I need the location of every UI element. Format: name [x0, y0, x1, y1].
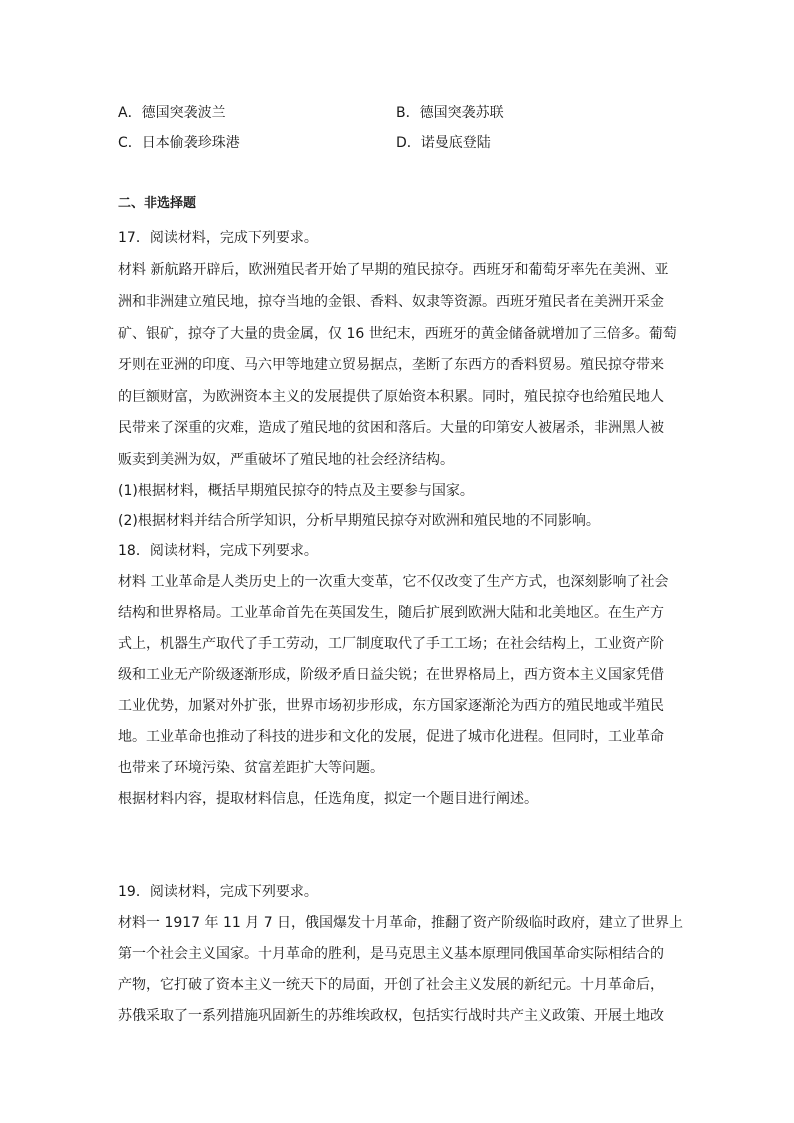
- q18-material-line: 级和工业无产阶级逐渐形成，阶级矛盾日益尖锐；在世界格局上，西方资本主义国家凭借: [118, 667, 664, 683]
- q17-stem: 17．阅读材料，完成下列要求。: [118, 230, 318, 246]
- option-c: C．日本偷袭珍珠港: [118, 135, 240, 151]
- q17-material-line: 材料 新航路开辟后，欧洲殖民者开始了早期的殖民掠夺。西班牙和葡萄牙率先在美洲、亚: [118, 262, 669, 278]
- q17-material-line: 的巨额财富，为欧洲资本主义的发展提供了原始资本积累。同时，殖民掠夺也给殖民地人: [118, 389, 664, 405]
- q17-subquestion-1: (1)根据材料，概括早期殖民掠夺的特点及主要参与国家。: [118, 483, 474, 499]
- q18-material-line: 工业优势，加紧对外扩张，世界市场初步形成，东方国家逐渐沦为西方的殖民地或半殖民: [118, 698, 664, 714]
- q19-material-line: 产物，它打破了资本主义一统天下的局面，开创了社会主义发展的新纪元。十月革命后，: [118, 977, 664, 993]
- q17-material-line: 贩卖到美洲为奴，严重破坏了殖民地的社会经济结构。: [118, 452, 454, 468]
- option-d: D．诺曼底登陆: [396, 135, 491, 151]
- q17-material-line: 洲和非洲建立殖民地，掠夺当地的金银、香料、奴隶等资源。西班牙殖民者在美洲开采金: [118, 294, 664, 310]
- q18-material-line: 结构和世界格局。工业革命首先在英国发生，随后扩展到欧洲大陆和北美地区。在生产方: [118, 605, 664, 621]
- q18-material-line: 式上，机器生产取代了手工劳动，工厂制度取代了手工工场；在社会结构上，工业资产阶: [118, 636, 664, 652]
- q18-material-line: 地。工业革命也推动了科技的进步和文化的发展，促进了城市化进程。但同时，工业革命: [118, 729, 664, 745]
- q18-stem: 18．阅读材料，完成下列要求。: [118, 543, 318, 559]
- q17-material-line: 矿、银矿，掠夺了大量的贵金属，仅 16 世纪末，西班牙的黄金储备就增加了三倍多。葡萄: [118, 326, 677, 342]
- q18-material-line: 也带来了环境污染、贫富差距扩大等问题。: [118, 760, 384, 776]
- q17-material-line: 民带来了深重的灾难，造成了殖民地的贫困和落后。大量的印第安人被屠杀，非洲黑人被: [118, 420, 664, 436]
- q19-material-line: 材料一 1917 年 11 月 7 日，俄国爆发十月革命，推翻了资产阶级临时政府，建立了世界上: [118, 915, 684, 931]
- section-heading-non-choice: 二、非选择题: [118, 196, 197, 211]
- q17-subquestion-2: (2)根据材料并结合所学知识，分析早期殖民掠夺对欧洲和殖民地的不同影响。: [118, 513, 600, 529]
- q19-material-line: 苏俄采取了一系列措施巩固新生的苏维埃政权，包括实行战时共产主义政策、开展土地改: [118, 1008, 664, 1024]
- q18-material-line: 材料 工业革命是人类历史上的一次重大变革，它不仅改变了生产方式，也深刻影响了社会: [118, 574, 669, 590]
- q17-material-line: 牙则在亚洲的印度、马六甲等地建立贸易据点，垄断了东西方的香料贸易。殖民掠夺带来: [118, 357, 664, 373]
- option-a: A．德国突袭波兰: [118, 105, 226, 121]
- option-b: B．德国突袭苏联: [396, 105, 504, 121]
- q19-material-line: 第一个社会主义国家。十月革命的胜利，是马克思主义基本原理同俄国革命实际相结合的: [118, 946, 664, 962]
- q18-task: 根据材料内容，提取材料信息，任选角度，拟定一个题目进行阐述。: [118, 791, 538, 807]
- q19-stem: 19．阅读材料，完成下列要求。: [118, 884, 318, 900]
